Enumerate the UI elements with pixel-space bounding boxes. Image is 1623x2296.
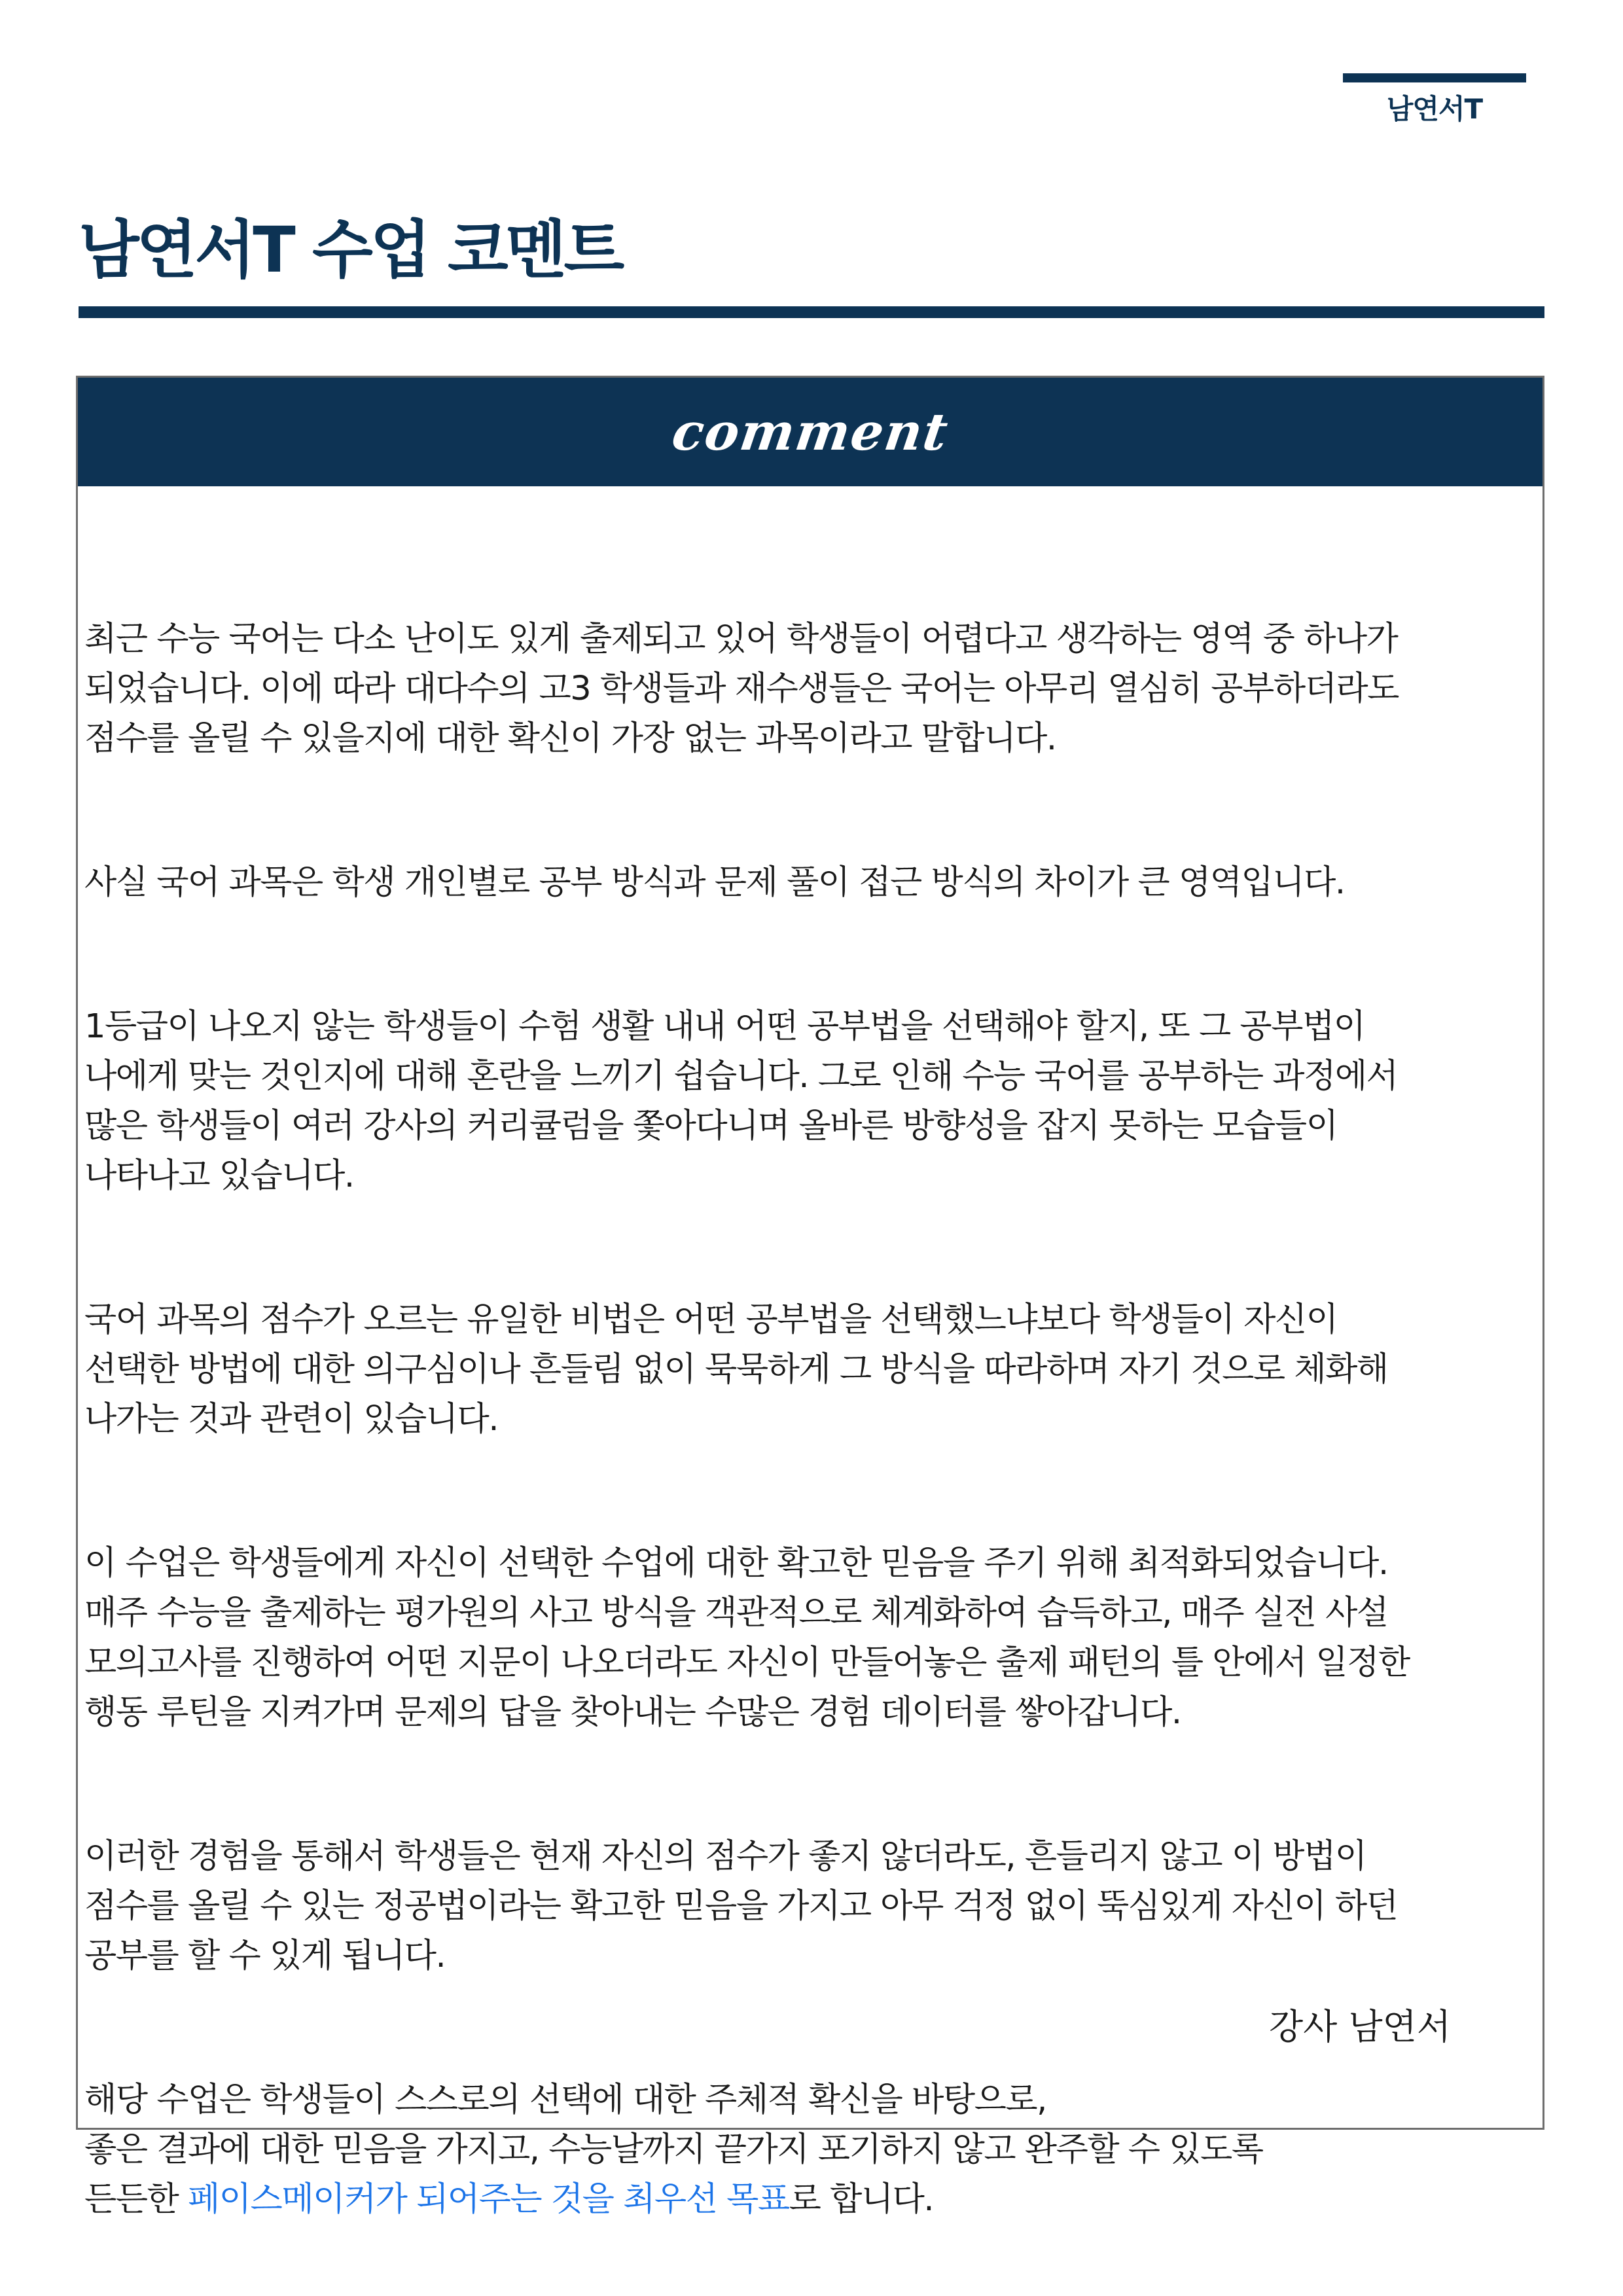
comment-paragraph: 1등급이 나오지 않는 학생들이 수험 생활 내내 어떤 공부법을 선택해야 할지, 또 그 공부법이 나에게 맞는 것인지에 대해 혼란을 느끼기 쉽습니다. 그로 인해 수능 국어를 공부하는 과정에서 많은 학생들이 여러 강사의 커리큘럼을 쫓아다니며 올바른 방향성을 잡지 못하는 모습들이 나타나고 있습니다. — [84, 1007, 1398, 1195]
brand-accent-bar — [1343, 73, 1526, 82]
comment-banner-label: comment — [668, 402, 952, 462]
instructor-signature: 강사 남연서 — [1269, 2006, 1451, 2047]
title-underline — [79, 306, 1544, 318]
comment-banner — [78, 378, 1543, 486]
comment-paragraph: 최근 수능 국어는 다소 난이도 있게 출제되고 있어 학생들이 어렵다고 생각하는 영역 중 하나가 되었습니다. 이에 따라 대다수의 고3 학생들과 재수생들은 국어는 아무리 열심히 공부하더라도 점수를 올릴 수 있을지에 대한 확신이 가장 없는 과목이라고 말합니다. — [84, 620, 1399, 758]
brand-label: 남연서T — [1386, 93, 1483, 125]
comment-box — [76, 376, 1544, 2219]
closing-text-before: 해당 수업은 학생들이 스스로의 선택에 대한 주체적 확신을 바탕으로, 좋은 결과에 대한 믿음을 가지고, 수능날까지 끝가지 포기하지 않고 완주할 수 있도록 든든한 — [84, 2081, 1263, 2219]
comment-paragraph: 이러한 경험을 통해서 학생들은 현재 자신의 점수가 좋지 않더라도, 흔들리지 않고 이 방법이 점수를 올릴 수 있는 정공법이라는 확고한 믿음을 가지고 아무 걱정 없이 뚝심있게 자신이 하던 공부를 할 수 있게 됩니다. — [84, 1837, 1398, 1975]
page-title: 남연서T 수업 코멘트 — [79, 213, 622, 287]
comment-paragraph: 이 수업은 학생들에게 자신이 선택한 수업에 대한 확고한 믿음을 주기 위해 최적화되었습니다. 매주 수능을 출제하는 평가원의 사고 방식을 객관적으로 체계화하여 습득하고, 매주 실전 사설 모의고사를 진행하여 어떤 지문이 나오더라도 자신이 만들어놓은 출제 패턴의 틀 안에서 일정한 행동 루틴을 지켜가며 문제의 답을 찾아내는 수많은 경험 데이터를 쌓아갑니다. — [84, 1544, 1410, 1732]
comment-closing-paragraph — [84, 2075, 1550, 2225]
comment-paragraph: 국어 과목의 점수가 오르는 유일한 비법은 어떤 공부법을 선택했느냐보다 학생들이 자신이 선택한 방법에 대한 의구심이나 흔들림 없이 묵묵하게 그 방식을 따라하며 자기 것으로 체화해 나가는 것과 관련이 있습니다. — [84, 1300, 1388, 1439]
closing-highlight-text: 페이스메이커가 되어주는 것을 최우선 목표 — [188, 2180, 789, 2219]
closing-text-after: 로 합니다. — [789, 2180, 934, 2219]
comment-paragraph: 사실 국어 과목은 학생 개인별로 공부 방식과 문제 풀이 접근 방식의 차이가 큰 영역입니다. — [84, 863, 1345, 902]
